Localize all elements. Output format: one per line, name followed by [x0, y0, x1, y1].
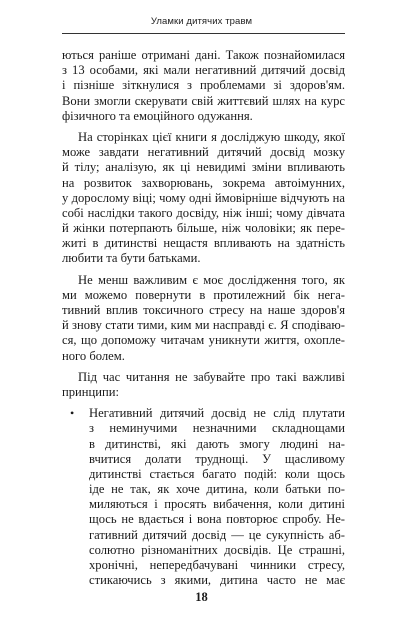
paragraph-2 [62, 130, 345, 267]
text-line: вчитися долати труднощі. У щасливому [89, 451, 345, 466]
text-line: Вони змогли скерувати свій життєвий шлях на курс [62, 93, 345, 108]
text-line: дитинстві стається багато подій: коли щось [89, 466, 345, 481]
text-line: і пізніше зіткнулися з проблемами зі здоров'ям. [62, 78, 345, 93]
text-line: в дитинстві, які дають змогу людині на- [89, 436, 345, 451]
text-line: солютно різноманітних досвідів. Це страшні, [89, 542, 345, 557]
text-line: на розвиток захворювань, зокрема автоімунних, [62, 175, 345, 190]
text-line: любити та бути батьками. [62, 251, 201, 266]
text-line: фізичного та емоційного одужання. [62, 108, 253, 123]
text-line: може завдати негативний дитячий досвід мозку [62, 145, 345, 160]
text-line: Під час читання не забувайте про такі важливі [78, 369, 345, 384]
text-line: хронічні, непередбачувані чинники стресу, [89, 558, 345, 572]
text-line: тивний вплив токсичного стресу на наше здоров'я [62, 303, 345, 317]
bullet-list-item [62, 406, 345, 588]
paragraph-1 [62, 48, 345, 124]
text-line: гативний дитячий досвід — це сукупність аб- [89, 527, 345, 542]
bullet-marker: • [70, 406, 75, 421]
text-line: принципи: [62, 384, 119, 399]
page-number: 18 [195, 590, 208, 604]
text-line: стикаючись з якими, дитина часто не має [89, 573, 345, 588]
paragraph-3 [62, 273, 345, 364]
text-line: іде не так, як хоче дитина, коли батьки по- [89, 482, 345, 497]
text-line: ся, що допоможу читачам уникнути життя, охопле- [62, 333, 345, 348]
text-line: й тілу; аналізую, як ці невидимі зміни впливають [62, 160, 345, 175]
text-line: з 13 особами, які мали негативний дитячий досвід [62, 63, 345, 78]
paragraph-4 [62, 370, 345, 400]
text-line: й жінки потерпають більше, ніж чоловіки; як пере- [62, 221, 345, 236]
text-line: ного болем. [62, 348, 125, 363]
text-line: й знову стати тими, ким ми насправді є. Я сподіваю- [62, 318, 345, 333]
text-line: ються раніше отримані дані. Також познайомилася [62, 48, 345, 62]
running-head: Уламки дитячих травм [150, 16, 253, 27]
text-line: Не менш важливим є моє дослідження того, як [78, 272, 345, 287]
header-rule [62, 33, 345, 34]
text-line: житі в дитинстві нещастя впливають на здатність [62, 236, 345, 251]
text-line: у дорослому віці; чому одні ймовірніше відчують на [62, 190, 345, 205]
text-line: ми можемо повернути в протилежний бік негa- [62, 287, 345, 302]
body-text [62, 48, 345, 588]
text-line: з неминучими незначними складнощами [89, 421, 345, 436]
text-line: На сторінках цієї книги я досліджую шкоду, якої [78, 129, 345, 144]
text-line: Негативний дитячий досвід не слід плутати [89, 406, 345, 421]
text-line: собі наслідки такого досвіду, ніж інші; чому дівчата [62, 205, 345, 220]
text-line: миляються і просять вибачення, коли дитині [89, 497, 345, 512]
text-line: щось не вдається і вона повторює спробу. Не- [89, 512, 345, 527]
